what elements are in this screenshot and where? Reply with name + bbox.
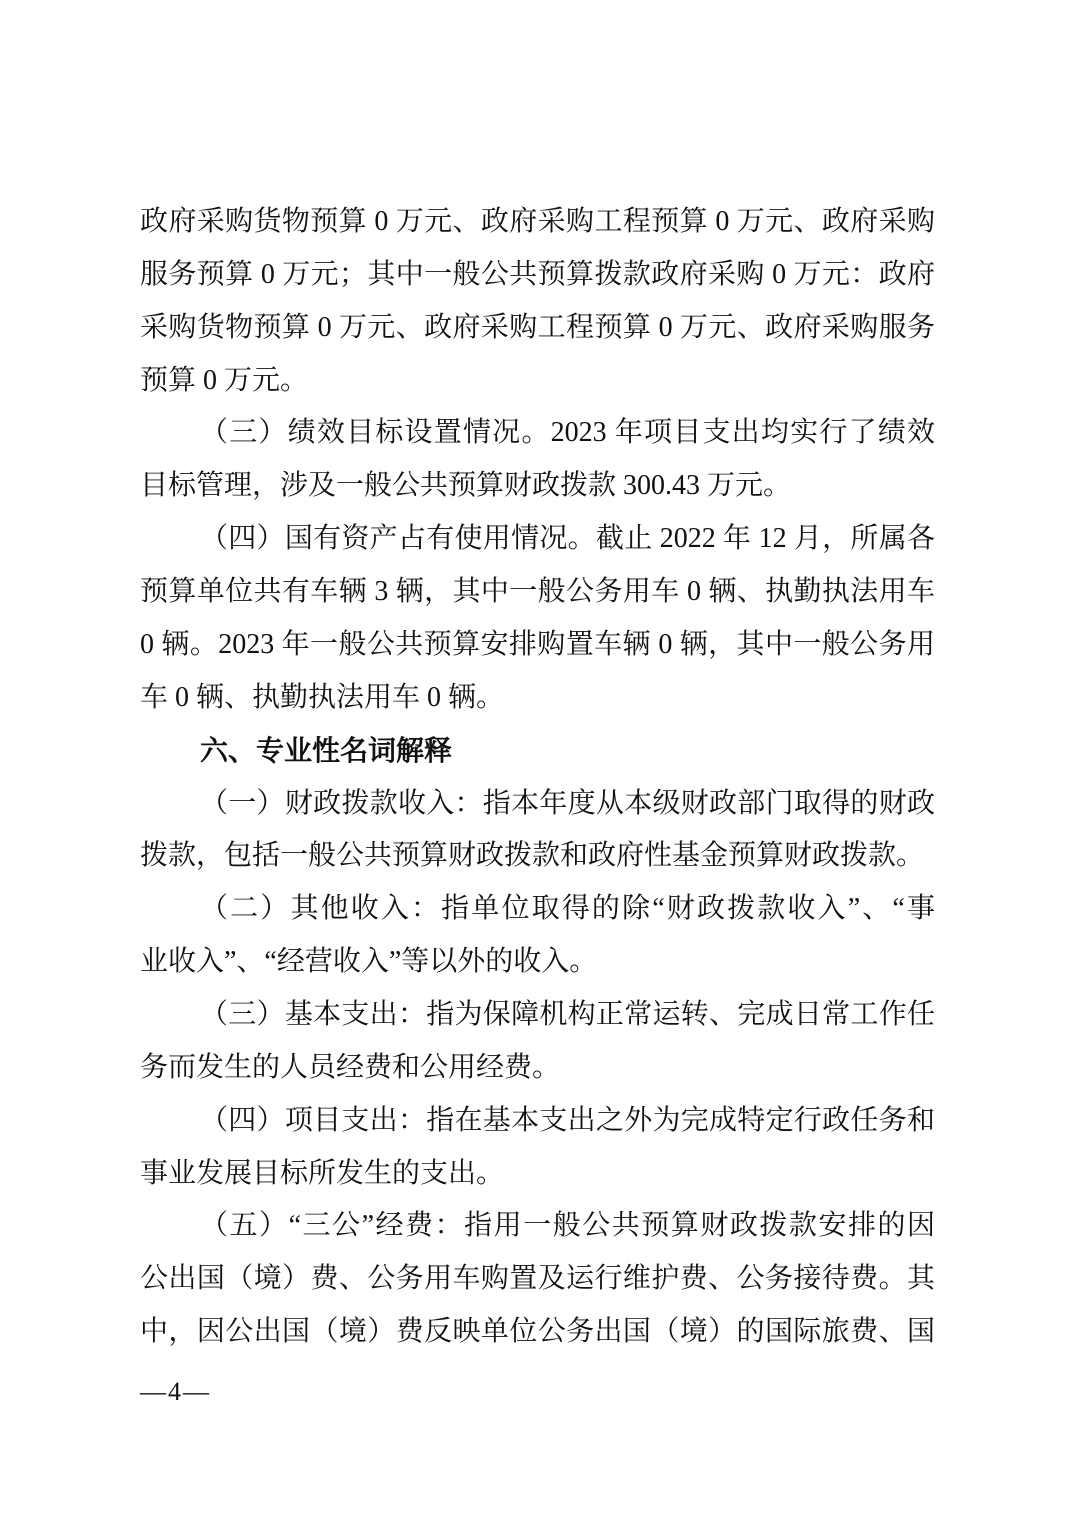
paragraph-line: （二）其他收入：指单位取得的除“财政拨款收入”、“事: [200, 893, 935, 925]
paragraph-line: （四）项目支出：指在基本支出之外为完成特定行政任务和: [200, 1104, 935, 1136]
paragraph-line: （三）绩效目标设置情况。2023 年项目支出均实行了绩效: [200, 417, 935, 449]
paragraph-line: （五）“三公”经费：指用一般公共预算财政拨款安排的因: [200, 1210, 935, 1242]
paragraph-line: （三）基本支出：指为保障机构正常运转、完成日常工作任: [200, 998, 935, 1030]
paragraph-line: 务而发生的人员经费和公用经费。: [140, 1051, 561, 1083]
paragraph-line: 业收入”、“经营收入”等以外的收入。: [140, 946, 598, 977]
paragraph-line: （四）国有资产占有使用情况。截止 2022 年 12 月，所属各: [200, 523, 935, 555]
paragraph-line: 预算 0 万元。: [140, 364, 309, 396]
paragraph-line: 政府采购货物预算 0 万元、政府采购工程预算 0 万元、政府采购: [140, 206, 935, 237]
page-number: —4—: [140, 1377, 211, 1406]
section-heading: 六、专业性名词解释: [200, 733, 453, 767]
paragraph-line: 事业发展目标所发生的支出。: [140, 1157, 505, 1189]
paragraph-line: 车 0 辆、执勤执法用车 0 辆。: [140, 681, 505, 713]
paragraph-line: 目标管理，涉及一般公共预算财政拨款 300.43 万元。: [140, 470, 792, 502]
paragraph-line: 公出国（境）费、公务用车购置及运行维护费、公务接待费。其: [140, 1263, 935, 1295]
paragraph-line: 0 辆。2023 年一般公共预算安排购置车辆 0 辆，其中一般公务用: [140, 628, 935, 660]
paragraph-line: 采购货物预算 0 万元、政府采购工程预算 0 万元、政府采购服务: [140, 311, 935, 343]
paragraph-line: （一）财政拨款收入：指本年度从本级财政部门取得的财政: [200, 787, 935, 819]
paragraph-line: 拨款，包括一般公共预算财政拨款和政府性基金预算财政拨款。: [140, 840, 925, 872]
paragraph-line: 中，因公出国（境）费反映单位公务出国（境）的国际旅费、国: [140, 1316, 935, 1348]
paragraph-line: 服务预算 0 万元；其中一般公共预算拨款政府采购 0 万元：政府: [140, 258, 935, 290]
paragraph-line: 预算单位共有车辆 3 辆，其中一般公务用车 0 辆、执勤执法用车: [140, 576, 935, 607]
